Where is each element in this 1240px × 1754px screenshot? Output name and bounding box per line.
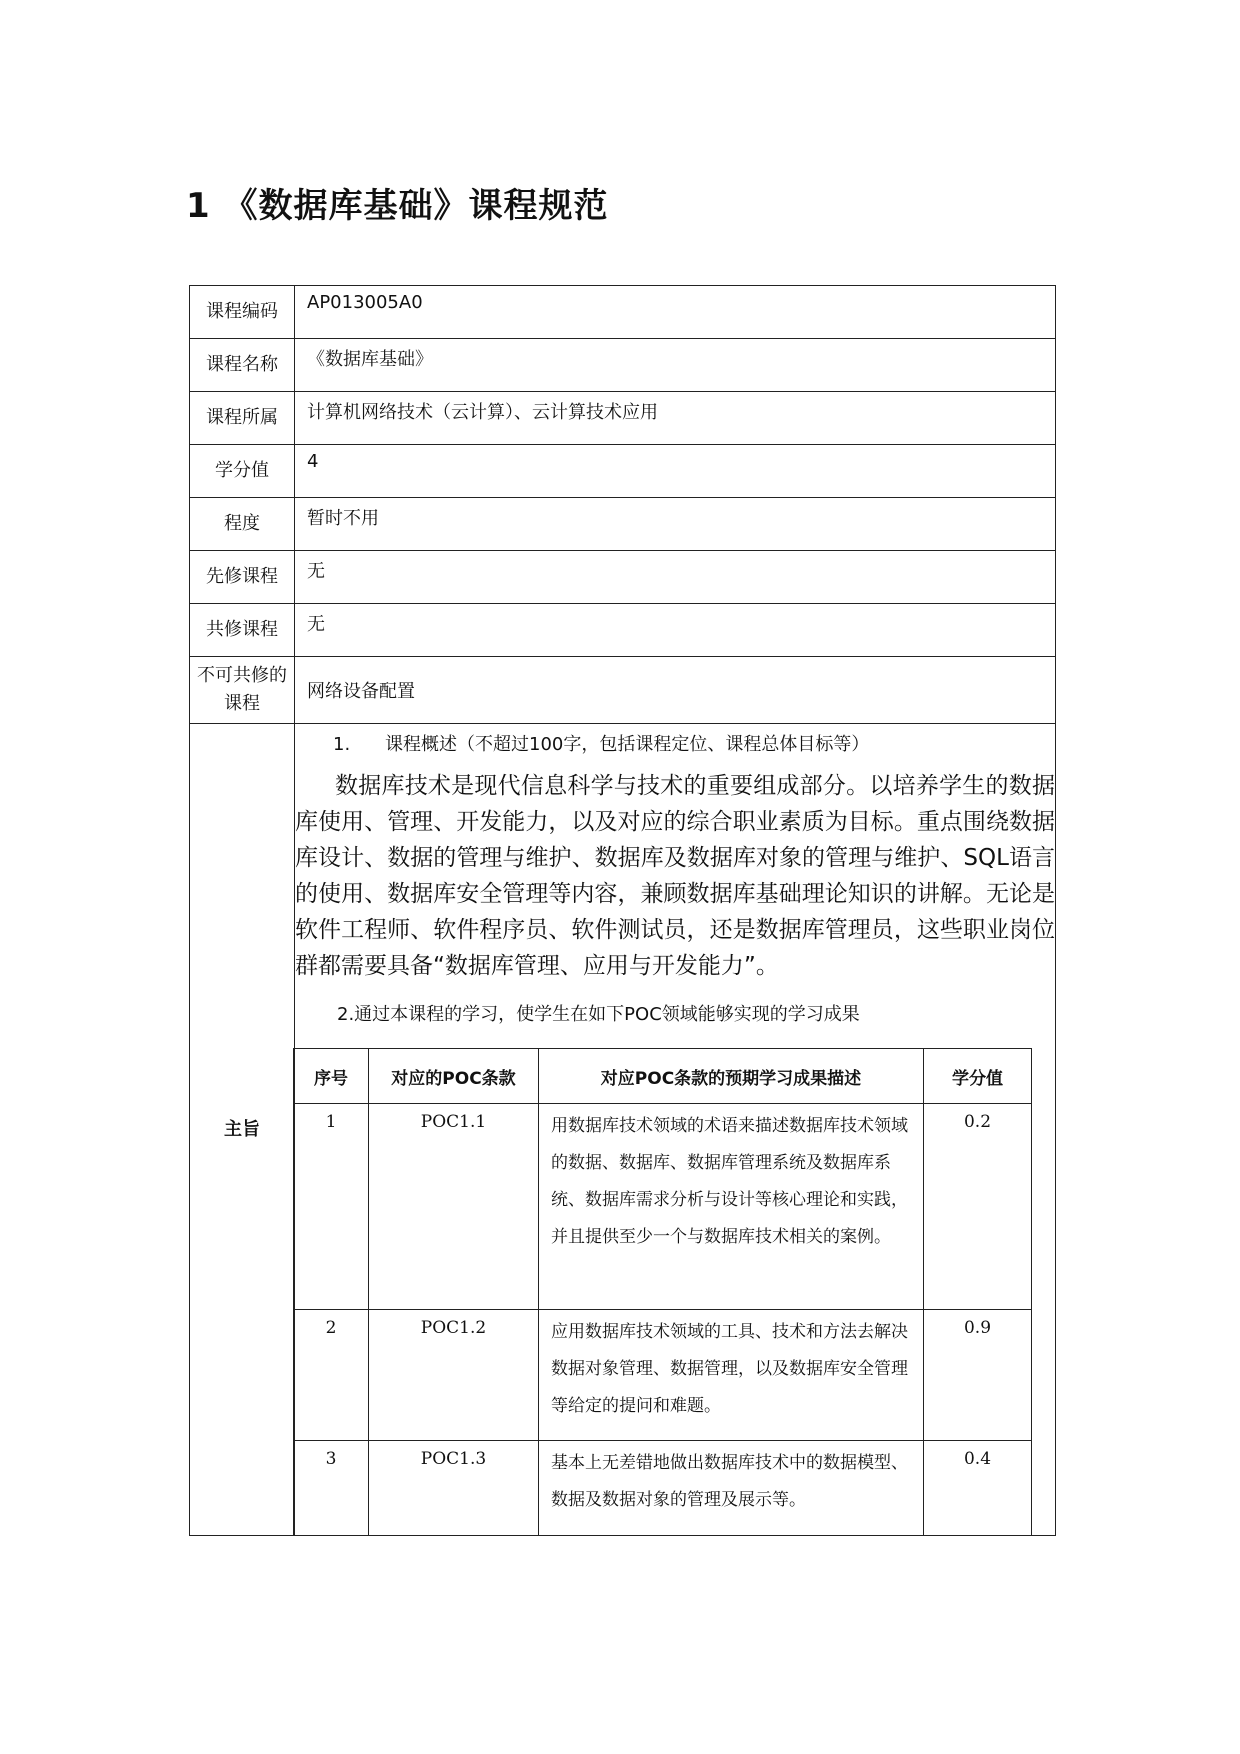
spec-label: 先修课程 <box>190 551 295 604</box>
spec-label: 课程名称 <box>190 339 295 392</box>
spec-value: 网络设备配置 <box>295 657 1056 724</box>
course-spec-table <box>189 285 1056 1536</box>
spec-row-main <box>190 724 1056 1536</box>
poc-header-no: 序号 <box>294 1049 369 1104</box>
spec-label: 课程所属 <box>190 392 295 445</box>
poc-code: POC1.3 <box>369 1441 539 1536</box>
poc-code: POC1.2 <box>369 1310 539 1441</box>
poc-desc: 用数据库技术领域的术语来描述数据库技术领域的数据、数据库、数据库管理系统及数据库系统、数据库需求分析与设计等核心理论和实践，并且提供至少一个与数据库技术相关的案例。 <box>539 1104 924 1310</box>
page-title: 1 《数据库基础》课程规范 <box>186 186 609 226</box>
spec-label: 学分值 <box>190 445 295 498</box>
poc-header-poc: 对应的POC条款 <box>369 1049 539 1104</box>
poc-header-desc: 对应POC条款的预期学习成果描述 <box>539 1049 924 1104</box>
spec-value: AP013005A0 <box>295 286 1056 339</box>
poc-header-row <box>294 1049 1032 1104</box>
spec-label: 不可共修的课程 <box>190 657 295 724</box>
spec-label: 课程编码 <box>190 286 295 339</box>
overview-paragraph: 数据库技术是现代信息科学与技术的重要组成部分。以培养学生的数据库使用、管理、开发能力，以及对应的综合职业素质为目标。重点围绕数据库设计、数据的管理与维护、数据库及数据库对象的管理与维护、SQL语言的使用、数据库安全管理等内容，兼顾数据库基础理论知识的讲解。无论是软件工程师、软件程序员、软件测试员，还是数据库管理员，这些职业岗位群都需要具备“数据库管理、应用与开发能力”。 <box>295 773 1055 979</box>
poc-code: POC1.1 <box>369 1104 539 1310</box>
poc-credit: 0.4 <box>924 1441 1032 1536</box>
poc-no: 3 <box>294 1441 369 1536</box>
spec-label: 共修课程 <box>190 604 295 657</box>
poc-credit: 0.9 <box>924 1310 1032 1441</box>
main-content <box>295 724 1056 1536</box>
table-row <box>294 1441 1032 1536</box>
spec-row-level <box>190 498 1056 551</box>
spec-value: 暂时不用 <box>295 498 1056 551</box>
outcome-heading: 2.通过本课程的学习，使学生在如下POC领域能够实现的学习成果 <box>337 1004 860 1025</box>
spec-row-belong <box>190 392 1056 445</box>
spec-row-credits <box>190 445 1056 498</box>
spec-row-exclusive <box>190 657 1056 724</box>
spec-row-code <box>190 286 1056 339</box>
table-row <box>294 1310 1032 1441</box>
spec-value: 《数据库基础》 <box>295 339 1056 392</box>
overview-heading-number: 1. <box>333 734 351 755</box>
spec-value: 无 <box>295 551 1056 604</box>
poc-no: 2 <box>294 1310 369 1441</box>
spec-row-name <box>190 339 1056 392</box>
spec-value: 4 <box>295 445 1056 498</box>
spec-value: 计算机网络技术（云计算）、云计算技术应用 <box>295 392 1056 445</box>
table-row <box>294 1104 1032 1310</box>
overview-heading <box>295 730 1055 756</box>
poc-desc: 应用数据库技术领域的工具、技术和方法去解决数据对象管理、数据管理，以及数据库安全管理等给定的提问和难题。 <box>539 1310 924 1441</box>
poc-table <box>293 1048 1032 1535</box>
spec-row-coreq <box>190 604 1056 657</box>
poc-header-credit: 学分值 <box>924 1049 1032 1104</box>
spec-label: 程度 <box>190 498 295 551</box>
overview-heading-text: 课程概述（不超过100字，包括课程定位、课程总体目标等） <box>385 734 870 755</box>
poc-no: 1 <box>294 1104 369 1310</box>
spec-row-prereq <box>190 551 1056 604</box>
poc-desc: 基本上无差错地做出数据库技术中的数据模型、数据及数据对象的管理及展示等。 <box>539 1441 924 1536</box>
poc-credit: 0.2 <box>924 1104 1032 1310</box>
main-label: 主旨 <box>190 724 295 1536</box>
spec-value: 无 <box>295 604 1056 657</box>
